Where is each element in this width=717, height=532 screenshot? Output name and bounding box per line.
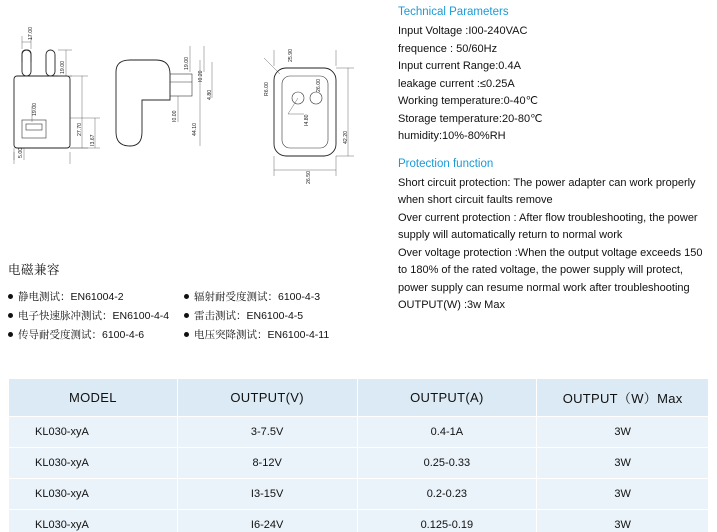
emc-title: 电磁兼容 (8, 263, 61, 277)
bullet-icon (184, 332, 189, 337)
table-row (9, 417, 709, 448)
protection-paragraph: Over voltage protection :When the output voltage exceeds 150 to 180% of the rated voltage, the power supply will protect, power supply can resume normal work after troubleshooting (398, 246, 703, 294)
bullet-icon (8, 294, 13, 299)
tech-line: leakage current :≤0.25A (398, 77, 515, 90)
table-row (9, 448, 709, 479)
side-view (116, 46, 213, 146)
emc-item-label: 传导耐受度测试：6100-4-6 (18, 329, 145, 341)
cell-output-a: 0.125-0.19 (357, 510, 537, 532)
bullet-icon (184, 294, 189, 299)
table-row (9, 479, 709, 510)
column-header-model: MODEL (9, 379, 178, 417)
svg-text:27.70: 27.70 (77, 123, 83, 136)
cell-model: KL030-xyA (9, 479, 178, 510)
cell-output-w: 3W (537, 479, 709, 510)
protection-output-max: OUTPUT(W) :3w Max (398, 299, 505, 311)
tech-line: Input Voltage :I00-240VAC (398, 25, 528, 37)
tech-line: Working temperature:0-40℃ (398, 95, 538, 107)
svg-text:I0.20: I0.20 (198, 70, 204, 82)
emc-item (8, 288, 184, 307)
emc-item-label: 电子快速脉冲测试：EN6100-4-4 (18, 310, 170, 322)
top-view (264, 49, 354, 184)
bullet-icon (184, 313, 189, 318)
svg-text:I3.67: I3.67 (90, 134, 96, 146)
svg-text:25.90: 25.90 (288, 49, 294, 62)
protection-paragraph: Over current protection : After flow troubleshooting, the power supply will automatically return to normal work (398, 211, 698, 241)
emc-item-label: 电压突降测试：EN6100-4-11 (194, 329, 330, 341)
emc-item (184, 288, 384, 307)
svg-text:17.00: 17.00 (28, 27, 34, 40)
svg-text:19.00: 19.00 (184, 57, 190, 70)
column-header-output-w: OUTPUT（W）Max (537, 379, 709, 417)
protection-function-title: Protection function (398, 157, 494, 170)
emc-item (184, 307, 384, 326)
table-header-row (9, 379, 709, 417)
svg-text:19.00: 19.00 (60, 61, 66, 74)
svg-text:5.00: 5.00 (18, 147, 24, 158)
specification-table (8, 378, 709, 532)
emc-item (8, 326, 184, 345)
emc-item-label: 雷击测试：EN6100-4-5 (194, 310, 304, 322)
cell-output-v: I6-24V (177, 510, 357, 532)
emc-item (8, 307, 184, 326)
technical-parameters-section (398, 6, 710, 315)
technical-parameters-title: Technical Parameters (398, 6, 509, 18)
tech-line: Input current Range:0.4A (398, 60, 521, 72)
tech-line: Storage temperature:20-80℃ (398, 112, 543, 125)
emc-item (184, 326, 384, 345)
svg-text:R6.00: R6.00 (264, 82, 270, 96)
product-drawings (0, 0, 392, 240)
front-view (14, 27, 100, 164)
cell-model: KL030-xyA (9, 448, 178, 479)
cell-output-a: 0.2-0.23 (357, 479, 537, 510)
cell-output-v: 8-12V (177, 448, 357, 479)
emc-item-label: 辐射耐受度测试：6100-4-3 (194, 291, 321, 303)
cell-model: KL030-xyA (9, 417, 178, 448)
emc-item-label: 静电测试：EN61004-2 (18, 291, 124, 303)
bullet-icon (8, 313, 13, 318)
emc-row (8, 288, 388, 307)
svg-text:I4.80: I4.80 (304, 114, 310, 126)
cell-model: KL030-xyA (9, 510, 178, 532)
tech-line: frequence : 50/60Hz (398, 42, 498, 55)
emc-row (8, 326, 388, 345)
svg-text:42.20: 42.20 (343, 131, 349, 144)
cell-output-a: 0.25-0.33 (357, 448, 537, 479)
cell-output-w: 3W (537, 448, 709, 479)
emc-list (8, 288, 388, 345)
column-header-output-v: OUTPUT(V) (177, 379, 357, 417)
table-row (9, 510, 709, 532)
cell-output-v: I3-15V (177, 479, 357, 510)
cell-output-w: 3W (537, 510, 709, 532)
protection-function-section (398, 158, 710, 315)
svg-text:I0.00: I0.00 (172, 110, 178, 122)
svg-text:26.50: 26.50 (306, 171, 312, 184)
svg-text:19.00: 19.00 (32, 103, 38, 116)
column-header-output-a: OUTPUT(A) (357, 379, 537, 417)
svg-text:44.10: 44.10 (192, 123, 198, 136)
emc-section (8, 260, 388, 345)
cell-output-v: 3-7.5V (177, 417, 357, 448)
svg-text:4.80: 4.80 (207, 89, 213, 100)
bullet-icon (8, 332, 13, 337)
cell-output-w: 3W (537, 417, 709, 448)
cell-output-a: 0.4-1A (357, 417, 537, 448)
tech-line: humidity:10%-80%RH (398, 130, 506, 142)
protection-paragraph: Short circuit protection: The power adapter can work properly when short circuit faults remove (398, 176, 696, 206)
svg-text:26.00: 26.00 (316, 79, 322, 92)
emc-row (8, 307, 388, 326)
